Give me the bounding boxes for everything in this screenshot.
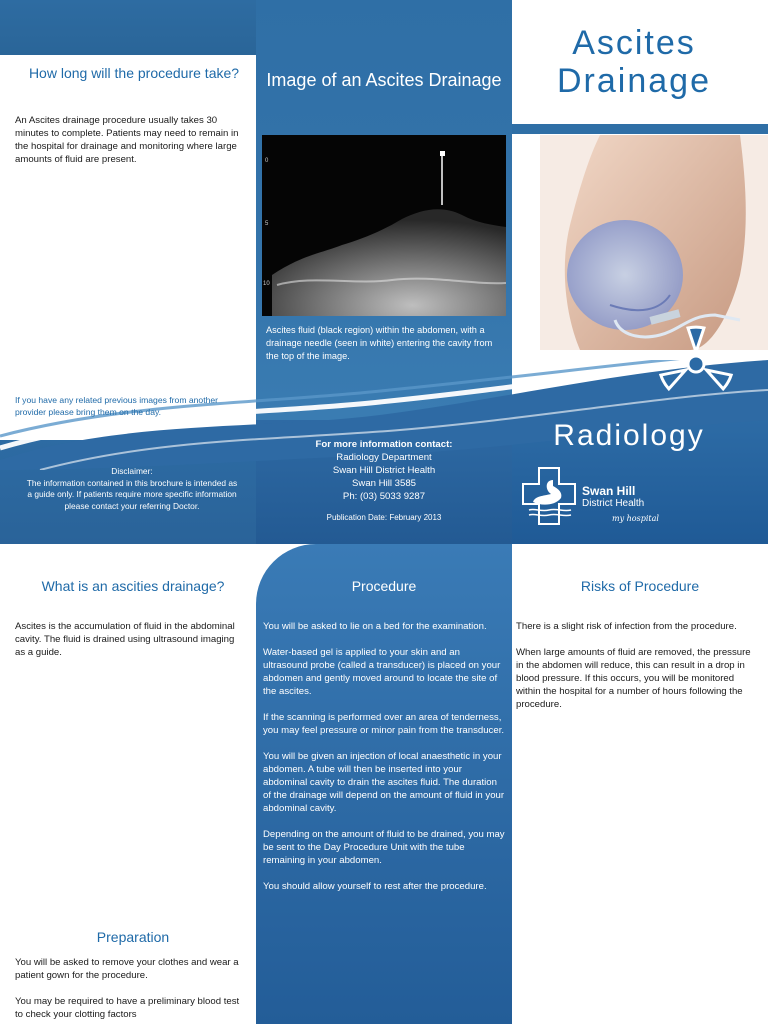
disclaimer-title: Disclaimer: [111,466,153,476]
department-title: Radiology [553,419,705,452]
ultrasound-image [262,135,506,316]
logo-name-line2: District Health [582,498,645,509]
procedure-body [263,620,505,906]
contact-block [262,438,506,524]
publication-date: Publication Date: February 2013 [326,513,442,522]
cover-title-underline [512,124,768,134]
procedure-paragraph: If the scanning is performed over an area of tenderness, you may feel pressure or minor pain from the transducer. [263,712,505,736]
image-panel-title: Image of an Ascites Drainage [266,70,502,90]
procedure-paragraph: You will be asked to lie on a bed for the examination. [263,621,487,632]
preparation-paragraph: You may be required to have a preliminary blood test to check your clotting factors [15,996,240,1020]
preparation-body [15,956,247,1034]
preparation-heading: Preparation [96,929,170,945]
disclaimer-block [24,466,240,512]
cover-title [514,24,754,100]
procedure-paragraph: You should allow yourself to rest after the procedure. [263,881,487,892]
preparation-paragraph: You will be asked to remove your clothes and wear a patient gown for the procedure. [15,957,239,981]
previous-images-note: If you have any related previous images from another provider please bring them on the day. [15,395,219,417]
what-is-heading: What is an ascities drainage? [41,578,225,594]
contact-title: For more information contact: [315,439,453,450]
logo-name-line1: Swan Hill [582,484,636,498]
procedure-paragraph: Depending on the amount of fluid to be drained, you may be sent to the Day Procedure Unit with the tube remaining in your abdomen. [263,829,505,866]
depth-label-0: 0 [265,158,269,164]
how-long-heading: How long will the procedure take? [28,65,240,81]
risks-paragraph: When large amounts of fluid are removed, the pressure in the abdomen will reduce, this can result in a drop in blood pressure. If this occurs, you will be monitored within the hospital for a number of hours following the procedure. [516,647,751,710]
procedure-paragraph: You will be given an injection of local anaesthetic in your abdomen. A tube will then be inserted into your abdominal cavity to drain the ascites fluid. The duration of the drainage will depend on the amount of fluid in your abdominal cavity. [263,751,505,814]
contact-line-town: Swan Hill 3585 [352,478,416,489]
radiation-symbol-icon [648,316,744,412]
procedure-heading: Procedure [351,578,417,594]
disclaimer-body: The information contained in this brochure is intended as a guide only. If patients require more specific information please contact your referring Doctor. [26,477,238,511]
risks-paragraph: There is a slight risk of infection from the procedure. [516,621,737,632]
how-long-body: An Ascites drainage procedure usually takes 30 minutes to complete. Patients may need to remain in the hospital for drainage and monitoring where large amounts of fluid are present. [15,115,239,165]
cover-title-line1: Ascites [572,24,696,62]
cover-title-line2: Drainage [557,62,711,100]
depth-label-5: 5 [265,221,269,227]
contact-line-department: Radiology Department [336,452,432,463]
what-is-body: Ascites is the accumulation of fluid in the abdominal cavity. The fluid is drained using ultrasound imaging as a guide. [15,621,235,658]
image-caption: Ascites fluid (black region) within the abdomen, with a drainage needle (seen in white) entering the cavity from the top of the image. [266,325,493,361]
logo-tagline: my hospital [612,514,659,523]
risks-heading: Risks of Procedure [580,578,700,594]
procedure-paragraph: Water-based gel is applied to your skin and an ultrasound probe (called a transducer) is placed on your abdomen and gently moved around to locate the site of the ascites. [263,647,501,697]
depth-label-10: 10 [263,281,270,287]
contact-line-organisation: Swan Hill District Health [332,465,436,476]
contact-line-phone: Ph: (03) 5033 9287 [342,491,426,502]
top-left-header-band [0,0,256,55]
risks-body [516,620,756,724]
swan-hill-logo-icon [521,466,577,526]
